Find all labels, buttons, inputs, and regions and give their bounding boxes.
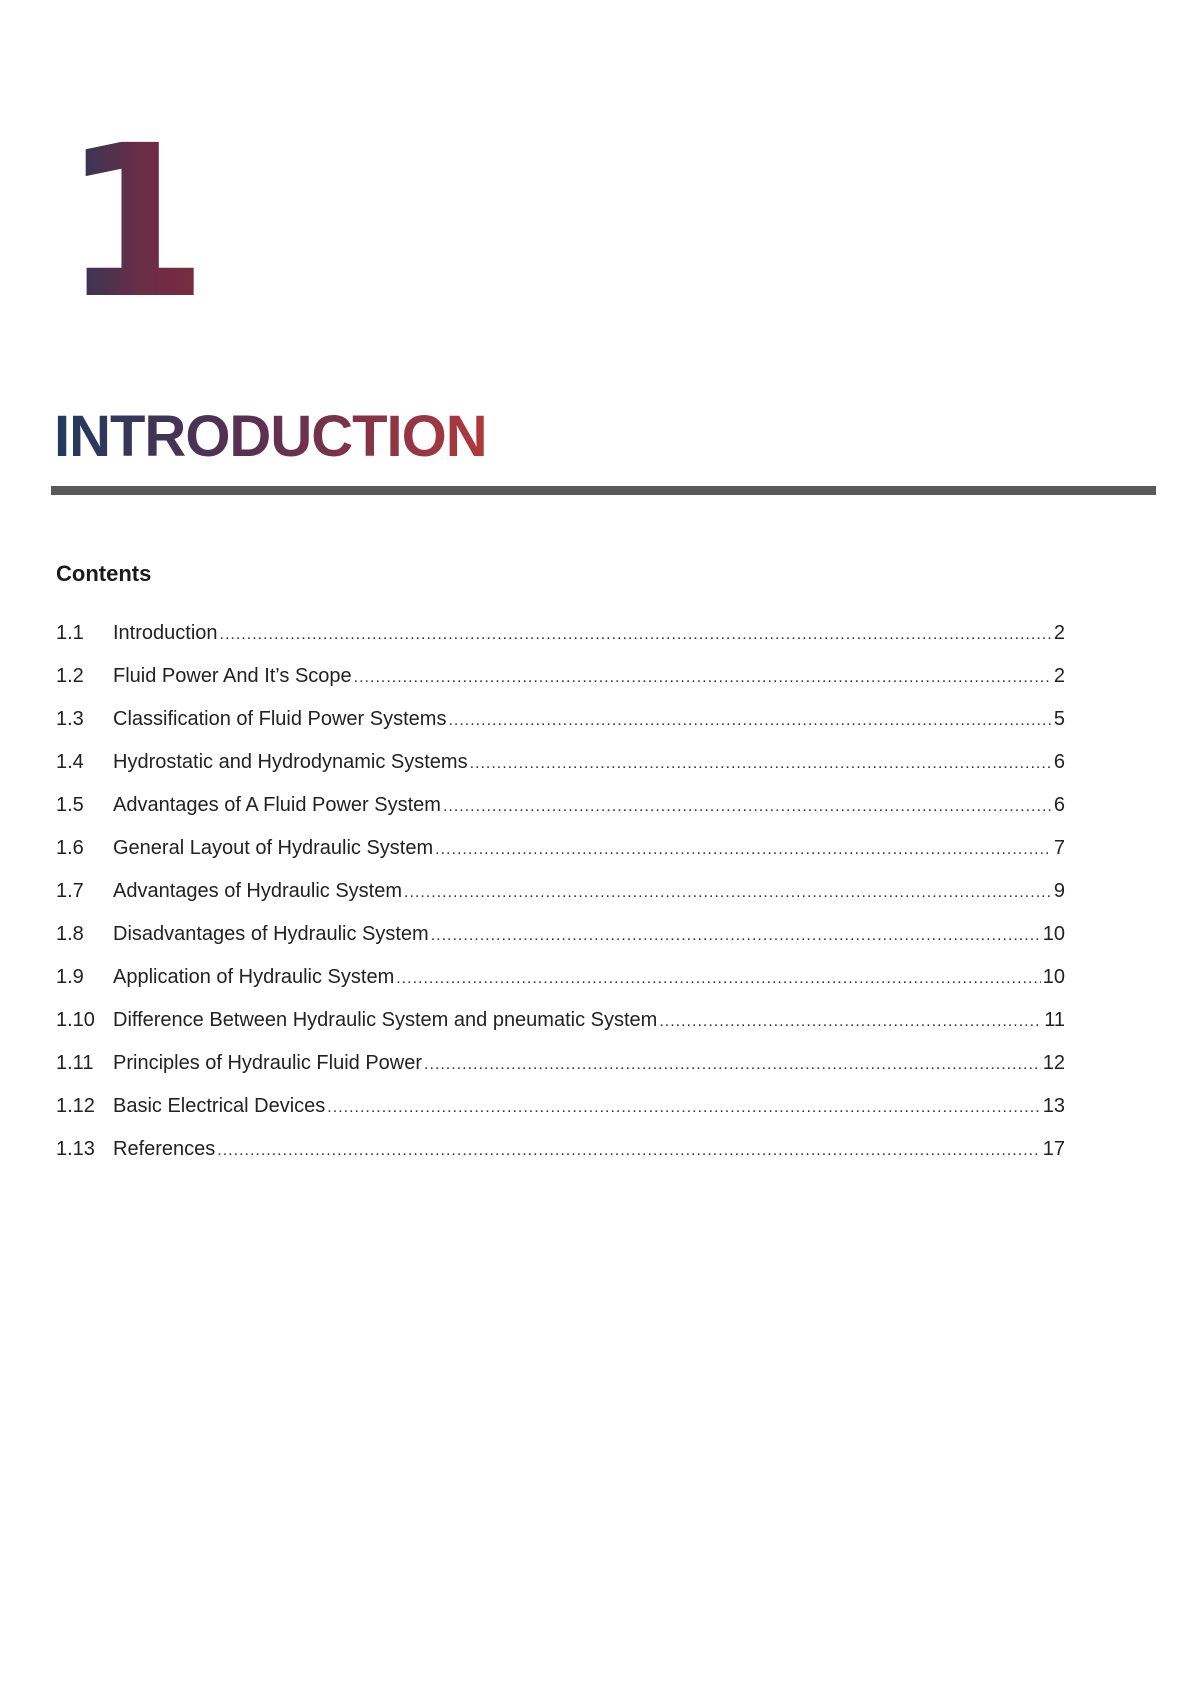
toc-entry-page: 17 bbox=[1042, 1138, 1065, 1160]
toc-entry-label: Disadvantages of Hydraulic System bbox=[113, 923, 429, 945]
toc-entry-page: 6 bbox=[1053, 751, 1065, 773]
toc-entry-page: 5 bbox=[1053, 708, 1065, 730]
toc-entry-label: Difference Between Hydraulic System and pneumatic System bbox=[113, 1009, 658, 1031]
toc-entry-1-6[interactable] bbox=[56, 837, 1065, 880]
toc-entry-1-10[interactable] bbox=[56, 1009, 1065, 1052]
toc-entry-page: 10 bbox=[1042, 923, 1065, 945]
chapter-title: INTRODUCTION bbox=[54, 404, 487, 469]
toc-entry-label: Introduction bbox=[113, 622, 218, 644]
toc-dot-leader bbox=[435, 841, 1051, 859]
toc-entry-number: 1.6 bbox=[56, 837, 84, 859]
toc-entry-1-12[interactable] bbox=[56, 1095, 1065, 1138]
toc-dot-leader bbox=[327, 1099, 1040, 1117]
toc-entry-page: 12 bbox=[1042, 1052, 1065, 1074]
toc-entry-page: 7 bbox=[1053, 837, 1065, 859]
toc-entry-1-9[interactable] bbox=[56, 966, 1065, 1009]
toc-entry-label: Advantages of A Fluid Power System bbox=[113, 794, 441, 816]
toc-dot-leader bbox=[396, 970, 1041, 988]
toc-entry-1-1[interactable] bbox=[56, 622, 1065, 665]
toc-entry-label: Fluid Power And It’s Scope bbox=[113, 665, 352, 687]
toc-dot-leader bbox=[470, 755, 1051, 773]
toc-dot-leader bbox=[404, 884, 1051, 902]
toc-dot-leader bbox=[659, 1013, 1042, 1031]
toc-entry-label: Classification of Fluid Power Systems bbox=[113, 708, 447, 730]
toc-entry-label: Principles of Hydraulic Fluid Power bbox=[113, 1052, 423, 1074]
chapter-number: 1 bbox=[62, 100, 205, 345]
toc-dot-leader bbox=[448, 712, 1051, 730]
toc-dot-leader bbox=[217, 1142, 1040, 1160]
toc-entry-page: 11 bbox=[1044, 1009, 1065, 1031]
toc-entry-page: 9 bbox=[1053, 880, 1065, 902]
toc-entry-number: 1.4 bbox=[56, 751, 84, 773]
toc-entry-1-3[interactable] bbox=[56, 708, 1065, 751]
toc-entry-number: 1.1 bbox=[56, 622, 84, 644]
toc-entry-number: 1.11 bbox=[56, 1052, 94, 1074]
toc-dot-leader bbox=[431, 927, 1041, 945]
toc-entry-page: 6 bbox=[1053, 794, 1065, 816]
toc-entry-number: 1.7 bbox=[56, 880, 84, 902]
toc-entry-label: Advantages of Hydraulic System bbox=[113, 880, 403, 902]
toc-entry-label: General Layout of Hydraulic System bbox=[113, 837, 434, 859]
toc-dot-leader bbox=[354, 669, 1051, 687]
toc-entry-label: References bbox=[113, 1138, 216, 1160]
toc-entry-number: 1.5 bbox=[56, 794, 84, 816]
toc-entry-1-13[interactable] bbox=[56, 1138, 1065, 1181]
toc-entry-page: 2 bbox=[1053, 665, 1065, 687]
toc-entry-1-8[interactable] bbox=[56, 923, 1065, 966]
toc-entry-number: 1.13 bbox=[56, 1138, 95, 1160]
toc-dot-leader bbox=[443, 798, 1051, 816]
toc-entry-number: 1.10 bbox=[56, 1009, 95, 1031]
toc-dot-leader bbox=[220, 626, 1051, 644]
contents-heading: Contents bbox=[56, 561, 152, 586]
toc-entry-1-11[interactable] bbox=[56, 1052, 1065, 1095]
toc-entry-page: 13 bbox=[1042, 1095, 1065, 1117]
toc-entry-page: 10 bbox=[1042, 966, 1065, 988]
toc-entry-label: Application of Hydraulic System bbox=[113, 966, 395, 988]
toc-entry-number: 1.8 bbox=[56, 923, 84, 945]
table-of-contents bbox=[56, 622, 1065, 1181]
toc-entry-label: Hydrostatic and Hydrodynamic Systems bbox=[113, 751, 468, 773]
toc-dot-leader bbox=[424, 1056, 1041, 1074]
toc-entry-number: 1.2 bbox=[56, 665, 84, 687]
toc-entry-label: Basic Electrical Devices bbox=[113, 1095, 326, 1117]
toc-entry-page: 2 bbox=[1053, 622, 1065, 644]
toc-entry-1-7[interactable] bbox=[56, 880, 1065, 923]
toc-entry-1-2[interactable] bbox=[56, 665, 1065, 708]
toc-entry-1-5[interactable] bbox=[56, 794, 1065, 837]
toc-entry-number: 1.12 bbox=[56, 1095, 95, 1117]
title-divider bbox=[51, 486, 1156, 495]
toc-entry-number: 1.3 bbox=[56, 708, 84, 730]
toc-entry-number: 1.9 bbox=[56, 966, 84, 988]
toc-entry-1-4[interactable] bbox=[56, 751, 1065, 794]
